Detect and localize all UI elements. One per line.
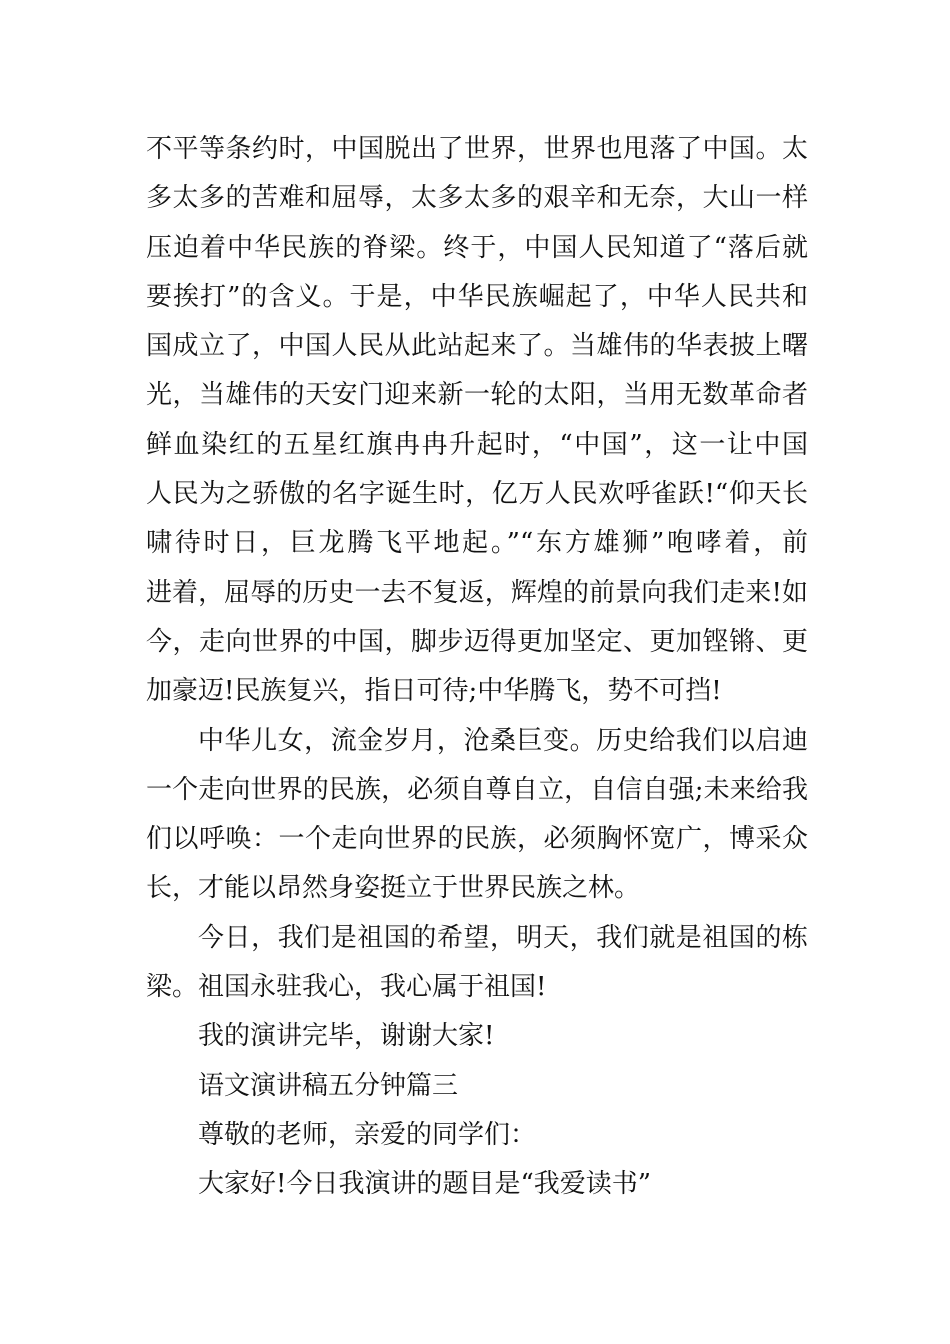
text-line: 压迫着中华民族的脊梁。终于，中国人民知道了“落后就 bbox=[146, 232, 808, 263]
salutation-line: 尊敬的老师，亲爱的同学们： bbox=[198, 1119, 537, 1150]
text-line: 人民为之骄傲的名字诞生时，亿万人民欢呼雀跃!“仰天长 bbox=[146, 479, 808, 510]
document-body bbox=[146, 125, 808, 1210]
text-line: 们以呼唤：一个走向世界的民族，必须胸怀宽广，博采众 bbox=[146, 824, 808, 855]
text-line: 不平等条约时，中国脱出了世界，世界也甩落了中国。太 bbox=[146, 134, 808, 164]
text-line: 啸待时日，巨龙腾飞平地起。”“东方雄狮”咆哮着，前 bbox=[146, 528, 808, 559]
text-line: 多太多的苦难和屈辱，太多太多的艰辛和无奈，大山一样 bbox=[146, 183, 808, 214]
text-line: 加豪迈!民族复兴，指日可待;中华腾飞，势不可挡! bbox=[146, 676, 722, 707]
paragraph-start-line: 中华儿女，流金岁月，沧桑巨变。历史给我们以启迪 bbox=[198, 725, 808, 756]
text-line: 长，才能以昂然身姿挺立于世界民族之林。 bbox=[146, 873, 641, 904]
closing-line: 我的演讲完毕，谢谢大家! bbox=[198, 1021, 495, 1052]
text-line: 国成立了，中国人民从此站起来了。当雄伟的华表披上曙 bbox=[146, 331, 808, 362]
greeting-line: 大家好!今日我演讲的题目是“我爱读书” bbox=[198, 1169, 652, 1200]
text-line: 今，走向世界的中国，脚步迈得更加坚定、更加铿锵、更 bbox=[146, 626, 808, 657]
text-line: 梁。祖国永驻我心，我心属于祖国! bbox=[146, 972, 547, 1003]
text-line: 一个走向世界的民族，必须自尊自立，自信自强;未来给我 bbox=[146, 774, 808, 805]
text-line: 进着，屈辱的历史一去不复返，辉煌的前景向我们走来!如 bbox=[146, 577, 808, 608]
text-line: 要挨打”的含义。于是，中华民族崛起了，中华人民共和 bbox=[146, 281, 808, 312]
text-line: 光，当雄伟的天安门迎来新一轮的太阳，当用无数革命者 bbox=[146, 380, 808, 411]
paragraph-start-line: 今日，我们是祖国的希望，明天，我们就是祖国的栋 bbox=[198, 922, 808, 953]
section-heading: 语文演讲稿五分钟篇三 bbox=[198, 1070, 459, 1101]
text-line: 鲜血染红的五星红旗冉冉升起时，“中国”，这一让中国 bbox=[146, 429, 808, 460]
